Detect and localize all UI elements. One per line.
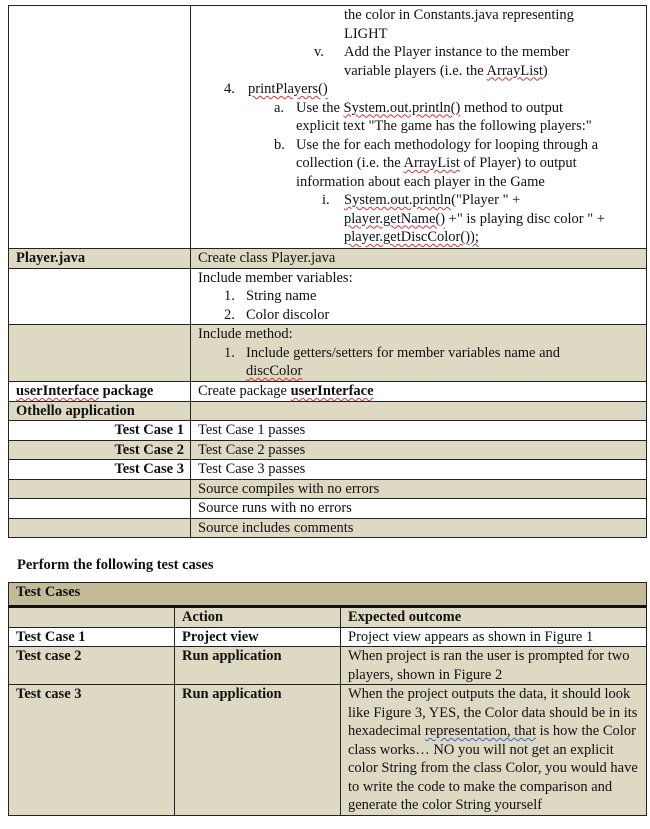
table-row: Test Case 1 Test Case 1 passes — [9, 421, 647, 441]
test-cases-table — [8, 582, 647, 816]
column-headers: Action Expected outcome — [9, 607, 647, 628]
requirements-table — [8, 5, 647, 538]
table-row: Source runs with no errors — [9, 499, 647, 519]
table-row: Player.java Create class Player.java — [9, 249, 647, 269]
empty-cell — [9, 6, 191, 249]
table-row: Include method: 1. Include getters/setters for member variables name and discColor — [9, 325, 647, 382]
table-row: Source includes comments — [9, 518, 647, 538]
table-row: Test Case 2 Test Case 2 passes — [9, 440, 647, 460]
continued-text: the color in Constants.java representing LIGHT — [344, 7, 574, 42]
table-row: userInterface package Create package userInterface — [9, 382, 647, 402]
table-row: Test Case 1 Project view Project view appears as shown in Figure 1 — [9, 627, 647, 647]
table-row: Include member variables: 1. String name 2. Color discolor — [9, 268, 647, 325]
table-row: Test case 3 Run application When the project outputs the data, it should look like Figure 3, YES, the Color data should be in its hexadecimal representation, that is how the Color class works… NO you will not get an explicit color String from the class Color, you would have to write the code to make the comparison and generate the color String yourself — [9, 685, 647, 816]
table-row: Test Case 3 Test Case 3 passes — [9, 460, 647, 480]
table-row: Othello application — [9, 401, 647, 421]
table-row: Source compiles with no errors — [9, 479, 647, 499]
table-row: Test case 2 Run application When project is ran the user is prompted for two players, shown in Figure 2 — [9, 647, 647, 685]
print-players-instructions: the color in Constants.java representing LIGHT v. Add the Player instance to the member variable players (i.e. the ArrayList) 4. printPlayers() a. Use the System.out.println() method to output explicit text "The game has the following players:" b. Use the for each methodology for looping through a collection (i.e. the ArrayList of Player) to output information about each player in the Game i. System.out.println("Player " + player.getName() +" is playing disc color " + player.getDiscColor()); — [191, 6, 647, 249]
section-title: Perform the following test cases — [17, 557, 214, 573]
table-header: Test Cases — [9, 583, 647, 607]
